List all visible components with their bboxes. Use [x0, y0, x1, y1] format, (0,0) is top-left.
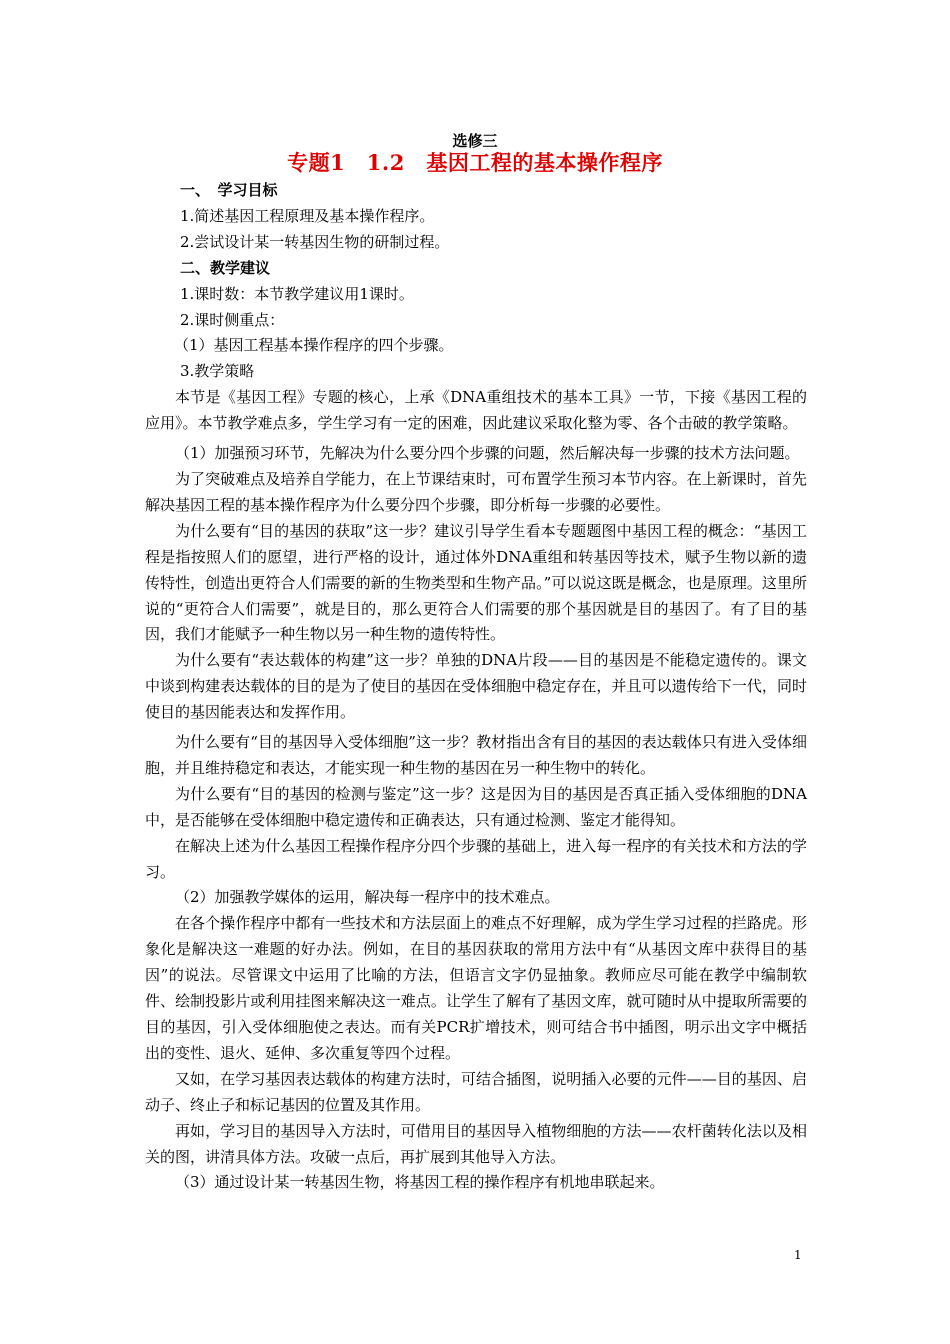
- section-heading-goals: 一、 学习目标: [180, 181, 278, 199]
- page-title: 专题1 1.2 基因工程的基本操作程序: [287, 150, 663, 175]
- paragraph: （1）加强预习环节，先解决为什么要分四个步骤的问题，然后解决每一步骤的技术方法问题。: [175, 444, 800, 463]
- paragraph: 为什么要有“目的基因的检测与鉴定”这一步？这是因为目的基因是否真正插入受体细胞的DNA中，是否能够在受体细胞中稳定遗传和正确表达，只有通过检测、鉴定才能得知。: [145, 784, 807, 829]
- paragraph: （3）通过设计某一转基因生物，将基因工程的操作程序有机地串联起来。: [175, 1173, 665, 1192]
- section-heading-suggestions: 二、教学建议: [180, 258, 271, 277]
- paragraph: 本节是《基因工程》专题的核心，上承《DNA重组技术的基本工具》一节，下接《基因工程的应用》。本节教学难点多，学生学习有一定的困难，因此建议采取化整为零、各个击破的教学策略。: [145, 388, 807, 433]
- paragraph: 为什么要有“目的基因的获取”这一步？建议引导学生看本专题题图中基因工程的概念：“基因工程是指按照人们的愿望，进行严格的设计，通过体外DNA重组和转基因等技术，赋予生物以新的遗传特性，创造出更符合人们需要的新的生物类型和生物产品。”可以说这既是概念，也是原理。这里所说的“更符合人们需要”，就是目的，那么更符合人们需要的那个基因就是目的基因了。有了目的基因，我们才能赋予一种生物以另一种生物的遗传特性。: [145, 521, 807, 644]
- goal-item: 1.简述基因工程原理及基本操作程序。: [180, 206, 435, 225]
- paragraph: 为什么要有“目的基因导入受体细胞”这一步？教材指出含有目的基因的表达载体只有进入受体细胞，并且维持稳定和表达，才能实现一种生物的基因在另一种生物中的转化。: [145, 733, 807, 777]
- paragraph: 在解决上述为什么基因工程操作程序分四个步骤的基础上，进入每一程序的有关技术和方法的学习。: [145, 836, 807, 881]
- paragraph: 在各个操作程序中都有一些技术和方法层面上的难点不好理解，成为学生学习过程的拦路虎。形象化是解决这一难题的好办法。例如，在目的基因获取的常用方法中有“从基因文库中获得目的基因”的说法。尽管课文中运用了比喻的方法，但语言文字仍显抽象。教师应尽可能在教学中编制软件、绘制投影片或利用挂图来解决这一难点。让学生了解有了基因文库，就可随时从中提取所需要的目的基因，引入受体细胞使之表达。而有关PCR扩增技术，则可结合书中插图，明示出文字中概括出的变性、退火、延伸、多次重复等四个过程。: [145, 914, 807, 1062]
- page-number: 1: [794, 1248, 802, 1262]
- suggestion-item: 2.课时侧重点：: [180, 310, 285, 329]
- course-label: 选修三: [452, 132, 498, 150]
- paragraph: 为什么要有“表达载体的构建”这一步？单独的DNA片段——目的基因是不能稳定遗传的。课文中谈到构建表达载体的目的是为了使目的基因在受体细胞中稳定存在，并且可以遗传给下一代，同时使目的基因能表达和发挥作用。: [145, 651, 807, 722]
- suggestion-item: 1.课时数：本节教学建议用1课时。: [180, 284, 414, 303]
- paragraph: （2）加强教学媒体的运用，解决每一程序中的技术难点。: [175, 888, 560, 907]
- document-body: [145, 178, 807, 1196]
- paragraph: 再如，学习目的基因导入方法时，可借用目的基因导入植物细胞的方法——农杆菌转化法以及相关的图，讲清具体方法。攻破一点后，再扩展到其他导入方法。: [145, 1121, 807, 1166]
- paragraph: 又如，在学习基因表达载体的构建方法时，可结合插图，说明插入必要的元件——目的基因、启动子、终止子和标记基因的位置及其作用。: [145, 1069, 807, 1114]
- goal-item: 2.尝试设计某一转基因生物的研制过程。: [180, 232, 450, 251]
- paragraph: 为了突破难点及培养自学能力，在上节课结束时，可布置学生预习本节内容。在上新课时，首先解决基因工程的基本操作程序为什么要分四个步骤，即分析每一步骤的必要性。: [145, 469, 807, 514]
- suggestion-item: 3.教学策略: [180, 362, 255, 381]
- suggestion-subitem: （1）基因工程基本操作程序的四个步骤。: [174, 336, 454, 355]
